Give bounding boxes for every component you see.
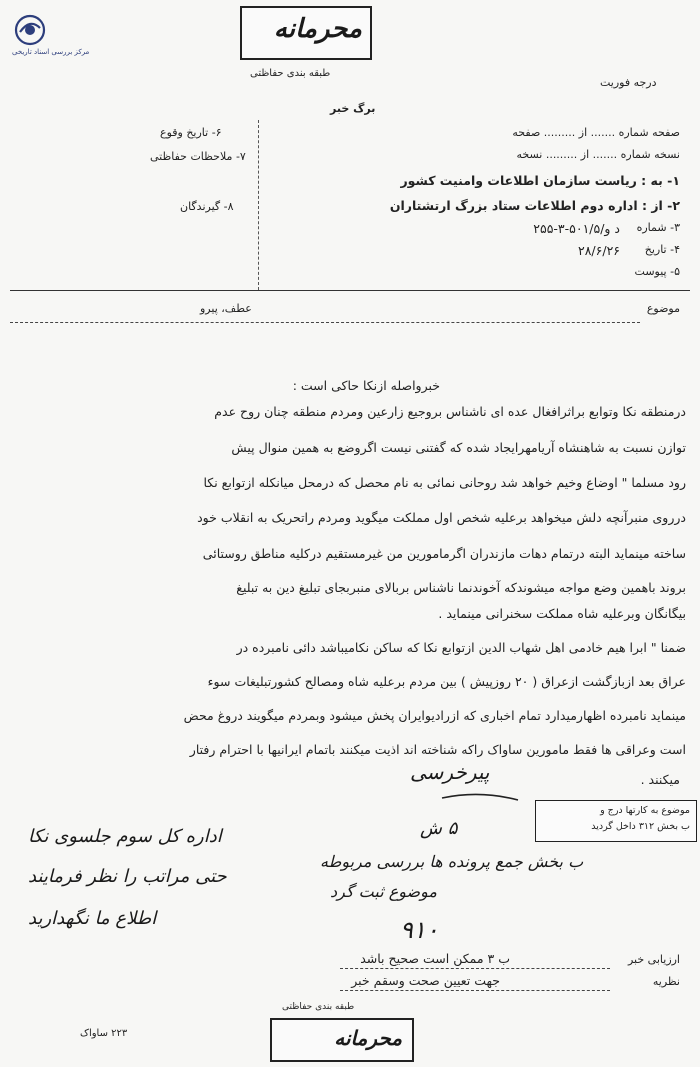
body-line: میکنند . <box>640 772 680 787</box>
column-divider <box>258 120 259 290</box>
handwritten-note-left-3: اطلاع ما نگهدارید <box>28 908 157 929</box>
field-date-label: ۴- تاریخ <box>644 243 680 256</box>
body-line: درمنطقه نکا وتوابع براثرافغال عده ای ناشناس بروجیع زارعین ومردم منطقه چنان روح عدم <box>214 404 686 419</box>
subject-rule <box>10 322 640 323</box>
header-rule <box>10 290 690 291</box>
handwritten-note-right-1: ۵ ش <box>420 818 458 839</box>
side-registration-stamp <box>535 800 697 842</box>
body-line: است وعراقی ها فقط مامورین ساواک راکه شناخته اند اذیت میکنند باتمام ایرانیها با احترام رفتار <box>189 742 686 757</box>
body-line: عراق بعد ازبازگشت ازعراق ( ۲۰ روزپیش ) بین مردم برعلیه شاه ومصالح کشورتبلیغات سوء <box>207 674 686 689</box>
side-stamp-line1: موضوع به کارتها درج و <box>600 805 690 816</box>
field-number-label: ۳- شماره <box>636 221 680 234</box>
classification-label: طبقه بندی حفاظتی <box>250 68 331 79</box>
body-line: ساخته مینماید البته درتمام دهات مازندران اگرمامورین من غیرمستقیم درکلیه مناطق روستائی <box>202 546 686 561</box>
opinion-rule <box>340 990 610 991</box>
field-recipients: ۸- گیرندگان <box>180 200 234 213</box>
archive-logo <box>8 10 118 60</box>
body-line: مینماید نامبرده اظهارمیدارد تمام اخباری که ازرادیوایران پخش میشود وبمردم میگویند دروغ محض <box>183 708 686 723</box>
body-line: توازن نسبت به شاهنشاه آریامهرایجاد شده که گفتنی نیست اگروضع به همین منوال پیش <box>231 440 686 455</box>
opinion-value: جهت تعیین صحت وسقم خبر <box>351 973 500 988</box>
form-code: ۲۲۳ ساواک <box>80 1028 128 1039</box>
evaluation-rule <box>340 968 610 969</box>
body-line: درروی منبرآنچه دلش میخواهد برعلیه شخص اول مملکت میگوید ومردم راتحریک به انقلاب خود <box>197 510 686 525</box>
page-number-field: صفحه شماره ....... از ......... صفحه <box>512 126 680 139</box>
body-line: بیگانگان وبرعلیه شاه مملکت سخنرانی مینماید . <box>438 606 686 621</box>
field-number-value: ۲۵۵-۳-۵۰۱/۵/د و <box>533 221 620 236</box>
form-title: برگ خبر <box>330 102 376 115</box>
evaluation-value: ب ۳ ممکن است صحیح باشد <box>360 951 510 966</box>
handwritten-note-left-2: حتی مراتب را نظر فرمایند <box>28 866 227 887</box>
top-classification-stamp <box>240 6 372 60</box>
evaluation-label: ارزیابی خبر <box>627 953 680 966</box>
top-stamp-text: محرمانه <box>273 14 362 44</box>
field-date-value: ۲۸/۶/۲۶ <box>578 243 620 258</box>
field-attachment: ۵- پیوست <box>634 265 680 278</box>
body-line: ضمنا " ابرا هیم خادمی اهل شهاب الدین ازتوابع نکا که ساکن نکامیباشد دائی نامبرده در <box>236 640 686 655</box>
field-to: ۱- به : ریاست سازمان اطلاعات وامنیت کشور <box>400 173 680 188</box>
opinion-label: نظریه <box>652 975 680 988</box>
handwritten-number: ۹۱۰ <box>400 916 439 944</box>
bottom-classification-label: طبقه بندی حفاظتی <box>282 1002 355 1012</box>
handwritten-note-right-3: موضوع ثبت گرد <box>330 882 437 901</box>
copy-number-field: نسخه شماره ....... از ......... نسخه <box>516 148 680 161</box>
body-line: رود مسلما " اوضاع وخیم خواهد شد روحانی نمائی به نام محصل که درمحل میانکله ازتوابع نکا <box>203 475 686 490</box>
handwritten-note-right-2: ب بخش جمع پرونده ها بررسی مربوطه <box>320 852 584 871</box>
field-security-notes: ۷- ملاحظات حفاظتی <box>150 150 246 163</box>
bottom-stamp-text: محرمانه <box>334 1026 402 1050</box>
field-event-date: ۶- تاریخ وقوع <box>160 126 222 139</box>
handwritten-note-left-1: اداره کل سوم جلسوی نکا <box>28 826 222 847</box>
body-line: بروند باهمین وضع مواجه میشوندکه آخوندنما ناشناس بربالای منبربجای تبلیغ دین به تبلیغ <box>236 580 686 595</box>
archive-logo-text: مرکز بررسی اسناد تاریخی <box>12 48 90 56</box>
follow-up-label: عطف، پیرو <box>200 302 252 315</box>
field-from: ۲- از : اداره دوم اطلاعات ستاد بزرگ ارتشتاران <box>389 198 680 213</box>
side-stamp-line2: ب بخش ۳۱۲ داخل گردید <box>591 821 690 832</box>
handwritten-signature: پیرخرسی <box>410 760 490 784</box>
subject-label: موضوع <box>646 302 680 315</box>
priority-label: درجه فوریت <box>600 76 657 89</box>
body-intro: خبرواصله ازنکا حاکی است : <box>292 378 440 393</box>
bottom-classification-stamp <box>270 1018 414 1062</box>
signature-underline-icon <box>440 790 520 804</box>
